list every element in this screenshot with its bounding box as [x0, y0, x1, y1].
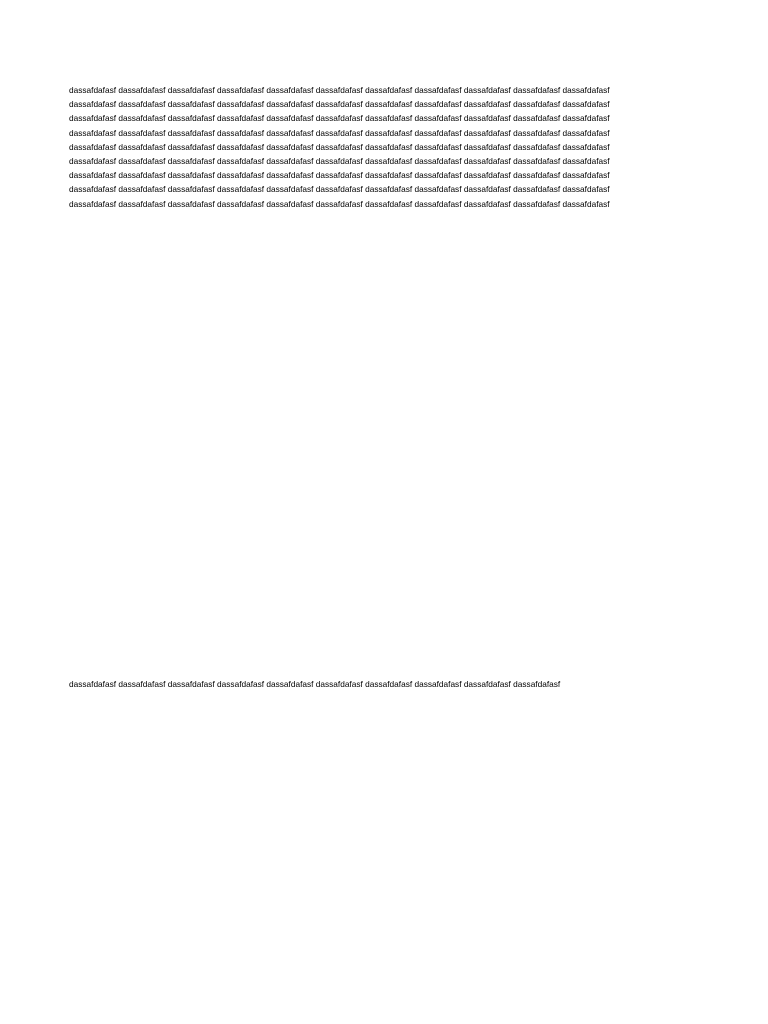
body-paragraph	[69, 83, 709, 211]
bottom-text-line: dassafdafasf dassafdafasf dassafdafasf dassafdafasf dassafdafasf dassafdafasf dassafdafasf dassafdafasf dassafdafasf dassafdafasf	[69, 679, 561, 689]
text-line: dassafdafasf dassafdafasf dassafdafasf dassafdafasf dassafdafasf dassafdafasf dassafdafasf dassafdafasf dassafdafasf dassafdafasf dassafdafasf	[69, 184, 610, 195]
text-line: dassafdafasf dassafdafasf dassafdafasf dassafdafasf dassafdafasf dassafdafasf dassafdafasf dassafdafasf dassafdafasf dassafdafasf dassafdafasf	[69, 141, 610, 152]
text-line: dassafdafasf dassafdafasf dassafdafasf dassafdafasf dassafdafasf dassafdafasf dassafdafasf dassafdafasf dassafdafasf dassafdafasf dassafdafasf	[69, 85, 610, 95]
text-line: dassafdafasf dassafdafasf dassafdafasf dassafdafasf dassafdafasf dassafdafasf dassafdafasf dassafdafasf dassafdafasf dassafdafasf dassafdafasf	[69, 198, 610, 209]
text-line: dassafdafasf dassafdafasf dassafdafasf dassafdafasf dassafdafasf dassafdafasf dassafdafasf dassafdafasf dassafdafasf dassafdafasf dassafdafasf	[69, 127, 610, 138]
text-line: dassafdafasf dassafdafasf dassafdafasf dassafdafasf dassafdafasf dassafdafasf dassafdafasf dassafdafasf dassafdafasf dassafdafasf dassafdafasf	[69, 170, 610, 181]
text-line: dassafdafasf dassafdafasf dassafdafasf dassafdafasf dassafdafasf dassafdafasf dassafdafasf dassafdafasf dassafdafasf dassafdafasf dassafdafasf	[69, 156, 610, 167]
text-line: dassafdafasf dassafdafasf dassafdafasf dassafdafasf dassafdafasf dassafdafasf dassafdafasf dassafdafasf dassafdafasf dassafdafasf dassafdafasf	[69, 99, 610, 110]
text-line: dassafdafasf dassafdafasf dassafdafasf dassafdafasf dassafdafasf dassafdafasf dassafdafasf dassafdafasf dassafdafasf dassafdafasf dassafdafasf	[69, 113, 610, 124]
